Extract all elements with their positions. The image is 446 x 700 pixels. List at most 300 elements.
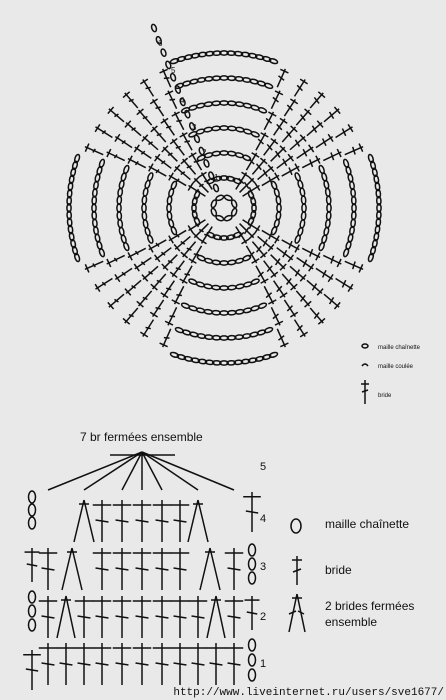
double-crochet-stitch — [297, 258, 314, 272]
double-crochet-stitch — [85, 261, 103, 272]
stitch-top-bar — [275, 173, 279, 181]
stitch-top-bar — [155, 154, 160, 161]
stitch-cross-bar — [96, 616, 109, 618]
double-crochet-stitch — [316, 134, 333, 147]
stitch-top-bar — [95, 284, 100, 291]
double-crochet-stitch — [225, 548, 243, 590]
stitch-top-bar — [328, 274, 333, 281]
chain-stitch — [175, 327, 184, 334]
stitch-top-bar — [255, 226, 260, 233]
stitch-cross-bar — [283, 250, 287, 257]
stitch-cross-bar — [187, 166, 192, 168]
stitch-cross-bar — [166, 126, 171, 127]
stitch-cross-bar — [156, 520, 169, 522]
chain-stitch — [215, 194, 224, 201]
double-crochet-stitch — [264, 286, 276, 304]
double-crochet-stitch — [274, 281, 288, 298]
double-crochet-stitch — [345, 261, 363, 272]
double-crochet-stitch — [284, 300, 297, 317]
double-crochet-stitch — [189, 596, 207, 638]
double-crochet-stitch — [150, 99, 163, 116]
stitch-cross-bar — [176, 120, 181, 121]
stitch-cross-bar — [258, 272, 263, 277]
stitch-top-bar — [290, 312, 297, 317]
stitch-cross-bar — [136, 663, 149, 665]
chain-stitch — [147, 172, 154, 181]
row-number-4: 4 — [260, 513, 267, 525]
legend-label-chain: maille chaînette — [378, 345, 421, 351]
stitch-top-bar — [189, 259, 197, 263]
double-crochet-stitch — [149, 240, 167, 252]
row-number-5: 5 — [260, 461, 267, 473]
double-crochet-stitch — [93, 500, 111, 542]
stitch-top-bar — [280, 118, 287, 123]
double-crochet-stitch — [282, 126, 297, 142]
stitch-cross-bar — [176, 268, 181, 270]
chain-stitch-icon — [291, 519, 301, 533]
stitch-top-bar — [161, 118, 168, 123]
stitch-cross-bar — [146, 87, 151, 88]
double-crochet-stitch — [113, 596, 131, 638]
double-crochet-stitch — [151, 274, 166, 290]
double-crochet-stitch — [133, 548, 151, 590]
chain-stitch — [29, 619, 36, 631]
double-crochet-stitch — [172, 286, 184, 304]
double-crochet-stitch — [274, 118, 288, 135]
double-crochet-stitch — [133, 596, 151, 638]
chain-stitch — [29, 591, 36, 603]
chain-stitch — [29, 517, 36, 529]
chain-stitch — [224, 215, 233, 222]
stitch-top-bar — [188, 183, 193, 190]
stitch-top-bar — [188, 226, 193, 233]
chain-stitch — [249, 669, 256, 681]
stitch-cross-bar — [26, 669, 38, 671]
chain-stitch — [247, 216, 254, 225]
double-crochet-stitch — [302, 248, 320, 260]
decrease-legs — [62, 548, 82, 590]
chain-stitch — [343, 248, 350, 257]
double-crochet-stitch — [264, 261, 278, 278]
stitch-top-bar — [170, 139, 177, 144]
two-dc-together-stitch — [74, 500, 94, 542]
chain-stitch — [232, 177, 241, 184]
double-crochet-stitch — [93, 548, 111, 590]
chain-stitch — [170, 352, 179, 359]
stitch-top-bar — [150, 99, 157, 104]
double-crochet-stitch — [39, 596, 57, 638]
double-crochet-stitch — [140, 79, 153, 96]
chain-stitch — [249, 558, 256, 570]
double-crochet-stitch — [243, 492, 261, 532]
double-crochet-stitch — [161, 118, 175, 135]
double-crochet-stitch — [323, 255, 341, 267]
stitch-top-bar — [271, 139, 278, 144]
stitch-top-bar — [242, 172, 249, 177]
chain-stitch — [98, 159, 105, 168]
stitch-top-bar — [134, 264, 139, 271]
double-crochet-stitch — [108, 294, 124, 309]
chain-stitch — [142, 204, 146, 212]
double-crochet-stitch — [137, 109, 152, 125]
chain-stitch — [270, 226, 277, 235]
stitch-cross-bar — [263, 170, 267, 177]
stitch-cross-bar — [192, 616, 205, 618]
decrease-legs — [57, 596, 75, 638]
double-crochet-stitch — [23, 650, 41, 690]
stitch-top-bar — [288, 255, 293, 262]
stitch-cross-bar — [136, 568, 149, 570]
double-crochet-stitch — [113, 548, 131, 590]
stitch-cross-bar — [228, 568, 241, 570]
decrease-legs — [207, 596, 225, 638]
chain-stitch-icon — [362, 344, 368, 348]
stitch-top-bar — [140, 79, 147, 84]
stitch-top-bar — [170, 272, 177, 277]
double-crochet-stitch — [345, 144, 363, 155]
double-crochet-stitch — [155, 248, 172, 262]
chain-stitch — [123, 165, 130, 174]
chain-stitch — [220, 286, 228, 290]
stitch-top-bar — [134, 145, 139, 152]
stitch-top-bar — [169, 236, 173, 244]
chain-stitch — [250, 131, 259, 138]
stitch-cross-bar — [174, 616, 187, 618]
two-dc-together-stitch — [62, 548, 82, 590]
double-crochet-stitch — [323, 149, 341, 161]
stitch-cross-bar — [116, 568, 129, 570]
double-crochet-stitch — [125, 121, 141, 136]
double-crochet-stitch — [108, 107, 124, 122]
double-crochet-stitch — [324, 107, 340, 122]
double-crochet-stitch — [302, 156, 320, 168]
stitch-cross-bar — [176, 295, 181, 296]
double-crochet-stitch — [165, 91, 177, 109]
legend-label-bride: bride — [378, 393, 392, 399]
stitch-cross-bar — [266, 118, 271, 123]
double-crochet-stitch — [225, 643, 243, 685]
stitch-cross-bar — [78, 663, 91, 665]
double-crochet-stitch — [264, 112, 276, 130]
double-crochet-stitch — [142, 135, 158, 150]
stitch-cross-bar — [166, 288, 171, 289]
double-crochet-stitch — [172, 112, 184, 130]
double-crochet-stitch — [123, 308, 138, 324]
double-crochet-stitch — [271, 307, 283, 325]
double-crochet-stitch — [256, 133, 268, 151]
round-number-2: 2 — [202, 148, 207, 157]
stitch-top-bar — [199, 172, 206, 177]
double-crochet-stitch — [125, 280, 141, 295]
double-crochet-stitch — [160, 69, 171, 87]
chain-stitch — [294, 234, 301, 243]
double-crochet-stitch — [151, 126, 166, 142]
stitch-top-bar — [155, 255, 160, 262]
double-crochet-stitch — [75, 596, 93, 638]
chain-stitch — [170, 181, 177, 190]
double-crochet-stitch — [243, 220, 260, 233]
double-crochet-stitch — [199, 227, 212, 244]
double-crochet-stitch — [336, 278, 353, 291]
double-crochet-stitch — [294, 320, 307, 337]
double-crochet-stitch — [134, 145, 151, 159]
chain-stitch — [188, 278, 197, 285]
double-crochet-stitch — [171, 596, 189, 638]
double-crochet-stitch — [128, 156, 146, 168]
double-crochet-stitch — [123, 92, 138, 108]
stitch-top-bar — [348, 124, 353, 131]
stitch-cross-bar — [78, 616, 91, 618]
double-crochet-stitch — [171, 500, 189, 542]
double-crochet-stitch — [310, 308, 325, 324]
double-crochet-stitch — [25, 548, 40, 582]
double-crochet-stitch — [128, 248, 146, 260]
double-crochet-stitch — [336, 124, 353, 137]
stitch-cross-bar — [266, 293, 271, 298]
stitch-top-bar — [271, 272, 278, 277]
chain-stitch — [249, 544, 256, 556]
cluster-leg — [142, 452, 162, 490]
chain-stitch — [193, 190, 200, 199]
chain-stitch — [318, 242, 325, 251]
chain-stitch — [249, 572, 256, 584]
bottom-title: 7 br fermées ensemble — [80, 430, 203, 444]
stitch-top-bar — [309, 145, 314, 152]
two-dc-together-stitch — [207, 596, 225, 638]
double-crochet-stitch — [271, 146, 287, 162]
double-crochet-stitch — [155, 154, 172, 168]
stitch-top-bar — [242, 239, 249, 244]
double-crochet-stitch — [282, 164, 300, 176]
legend-label-slip: maille coulée — [378, 364, 414, 370]
double-crochet-stitch — [161, 281, 175, 298]
stitch-cross-bar — [116, 520, 129, 522]
chain-stitch — [203, 159, 210, 168]
double-crochet-stitch — [243, 183, 260, 196]
two-dc-together-stitch — [57, 596, 75, 638]
stitch-cross-bar — [295, 140, 299, 147]
double-crochet-stitch — [107, 255, 125, 267]
chain-stitch — [242, 154, 251, 161]
double-crochet-stitch — [170, 139, 184, 156]
row-numbers — [260, 461, 266, 670]
stitch-cross-bar — [156, 616, 169, 618]
stitch-cross-bar — [330, 297, 334, 304]
stitch-cross-bar — [228, 663, 241, 665]
double-crochet-stitch — [282, 274, 297, 290]
stitch-top-bar — [189, 153, 197, 157]
double-crochet-stitch — [95, 278, 112, 291]
stitch-top-bar — [252, 153, 260, 157]
double-crochet-stitch — [264, 139, 278, 156]
round-number-3: 3 — [192, 123, 197, 132]
double-crochet-stitch — [153, 548, 171, 590]
stitch-cross-bar — [96, 520, 109, 522]
decrease-legs — [188, 500, 208, 542]
double-crochet-stitch — [115, 268, 132, 281]
two-dc-together-icon — [289, 594, 305, 632]
stitch-cross-bar — [143, 117, 148, 119]
cluster-leg — [142, 452, 234, 490]
double-crochet-stitch — [140, 320, 153, 337]
double-crochet-stitch — [271, 91, 283, 109]
double-crochet-stitch — [107, 149, 125, 161]
double-crochet-stitch — [39, 643, 57, 685]
row-number-3: 3 — [260, 561, 267, 573]
double-crochet-stitch — [207, 643, 225, 685]
stitch-cross-bar — [174, 663, 187, 665]
double-crochet-stitch — [180, 266, 192, 284]
double-crochet-stitch — [162, 146, 178, 162]
double-crochet-stitch — [245, 596, 260, 630]
double-crochet-stitch — [153, 500, 171, 542]
stitch-top-bar — [328, 134, 333, 141]
chain-stitch — [368, 253, 375, 262]
two-dc-together-stitch — [188, 500, 208, 542]
double-crochet-stitch — [181, 242, 196, 258]
double-crochet-stitch — [153, 643, 171, 685]
slip-stitch-icon — [362, 364, 368, 366]
stitch-cross-bar — [185, 274, 190, 275]
double-crochet-stitch — [170, 261, 184, 278]
chain-stitch — [258, 107, 267, 114]
double-crochet-stitch — [137, 291, 152, 307]
row-number-2: 2 — [260, 611, 267, 623]
double-crochet-stitch — [93, 643, 111, 685]
stitch-top-bar — [290, 99, 297, 104]
double-crochet-stitch — [162, 255, 178, 271]
double-crochet-stitch — [277, 329, 288, 347]
chain-stitch — [213, 184, 220, 193]
chain-stitch — [302, 204, 306, 212]
stitch-cross-bar — [170, 99, 176, 100]
row-number-1: 1 — [260, 658, 267, 670]
decrease-legs — [74, 500, 94, 542]
double-crochet-stitch — [316, 268, 333, 281]
double-crochet-stitch — [57, 643, 75, 685]
double-crochet-stitch — [142, 266, 158, 281]
double-crochet-stitch — [160, 329, 171, 347]
double-crochet-stitch — [134, 258, 151, 272]
double-crochet-stitch — [271, 255, 287, 271]
double-crochet-stitch — [85, 144, 103, 155]
stitch-cross-bar — [129, 315, 134, 317]
stitch-cross-bar — [93, 263, 95, 267]
chain-stitch — [174, 85, 181, 94]
double-crochet-stitch — [290, 266, 306, 281]
stitch-cross-bar — [185, 141, 190, 142]
chain-stitch — [206, 231, 215, 238]
chain-stitch — [184, 110, 191, 119]
stitch-cross-bar — [283, 159, 287, 166]
stitch-top-bar — [255, 183, 260, 190]
legend-label-chain: maille chaînette — [325, 517, 410, 531]
stitch-cross-bar — [295, 270, 299, 277]
double-crochet-stitch — [199, 172, 212, 189]
double-crochet-stitch — [75, 643, 93, 685]
cluster-leg — [48, 452, 142, 490]
stitch-top-bar — [252, 259, 260, 263]
double-crochet-stitch — [153, 596, 171, 638]
stitch-top-bar — [348, 284, 353, 291]
double-crochet-stitch — [189, 643, 207, 685]
chain-stitch — [151, 24, 158, 33]
stitch-top-bar — [199, 239, 206, 244]
double-crochet-stitch — [307, 280, 323, 295]
stitch-cross-bar — [156, 308, 161, 309]
stitch-cross-bar — [312, 284, 316, 291]
stitch-cross-bar — [27, 564, 37, 566]
double-crochet-stitch — [171, 643, 189, 685]
round-number-5: 5 — [171, 66, 176, 75]
double-crochet-stitch — [113, 643, 131, 685]
chain-stitch — [181, 302, 190, 309]
stitch-cross-bar — [116, 616, 129, 618]
chain-stitch — [29, 491, 36, 503]
round-number-4: 4 — [180, 96, 185, 105]
double-crochet-stitch — [171, 548, 189, 590]
stitch-cross-bar — [146, 327, 151, 328]
double-crochet-stitch — [150, 300, 163, 317]
stitch-cross-bar — [143, 297, 148, 299]
double-crochet-stitch — [180, 133, 192, 151]
stitch-cross-bar — [156, 568, 169, 570]
double-crochet-stitch — [284, 99, 297, 116]
stitch-cross-bar — [187, 248, 192, 250]
chain-stitch — [249, 639, 256, 651]
stitch-cross-bar — [156, 663, 169, 665]
stitch-cross-bar — [96, 568, 109, 570]
stitch-cross-bar — [176, 146, 181, 148]
double-crochet-stitch — [133, 643, 151, 685]
double-crochet-stitch — [324, 294, 340, 309]
double-crochet-stitch — [307, 121, 323, 136]
chain-stitch — [210, 208, 217, 217]
double-crochet-stitch — [277, 69, 288, 87]
bottom-legend — [289, 517, 414, 632]
stitch-top-bar — [115, 134, 120, 141]
stitch-cross-bar — [174, 520, 187, 522]
stitch-top-bar — [115, 274, 120, 281]
stitch-cross-bar — [312, 126, 316, 133]
stitch-cross-bar — [116, 663, 129, 665]
double-crochet-icon — [292, 556, 302, 585]
cluster-leg — [84, 452, 142, 490]
stitch-cross-bar — [246, 511, 258, 513]
decrease-legs — [200, 548, 220, 590]
stitch-cross-bar — [42, 568, 55, 570]
double-crochet-stitch — [95, 124, 112, 137]
double-crochet-stitch — [115, 134, 132, 147]
stitch-top-bar — [161, 293, 168, 298]
double-crochet-stitch — [310, 92, 325, 108]
double-crochet-stitch — [133, 500, 151, 542]
stitch-top-bar — [280, 293, 287, 298]
chain-stitch — [160, 48, 167, 57]
chain-stitch — [74, 154, 81, 163]
double-crochet-stitch — [282, 240, 300, 252]
double-crochet-icon — [361, 380, 369, 404]
chain-stitch — [264, 82, 273, 89]
stitch-cross-bar — [136, 616, 149, 618]
stitch-top-bar — [95, 124, 100, 131]
stitch-cross-bar — [174, 568, 187, 570]
bottom-stitch-chart — [23, 452, 261, 690]
chain-stitch — [194, 134, 201, 143]
double-crochet-stitch — [113, 500, 131, 542]
stitch-cross-bar — [258, 139, 263, 144]
stitch-top-bar — [300, 332, 307, 337]
